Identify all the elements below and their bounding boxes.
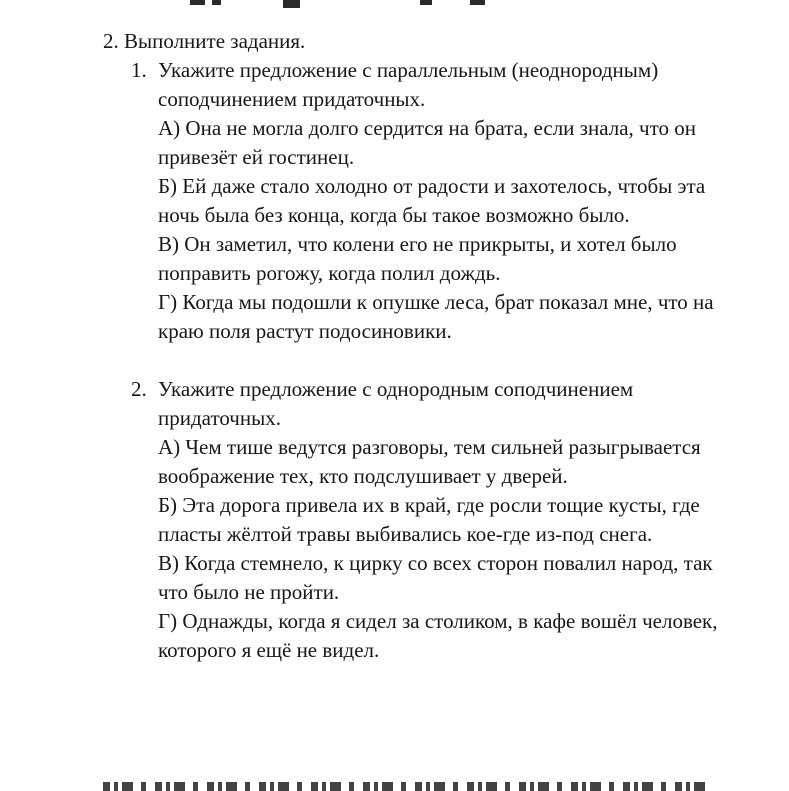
text-fragment bbox=[470, 0, 485, 5]
document-page bbox=[103, 27, 719, 665]
text-fragment bbox=[283, 0, 300, 8]
cropped-text-bottom bbox=[103, 782, 707, 791]
task-1-number: 1. bbox=[131, 58, 147, 82]
task-1 bbox=[131, 56, 719, 346]
task-1-option-g: Г) Когда мы подошли к опушке леса, брат показал мне, что на краю поля растут подосиновики. bbox=[158, 290, 714, 343]
task-1-option-v: В) Он заметил, что колени его не прикрыты, и хотел было поправить рогожу, когда полил дождь. bbox=[158, 232, 677, 285]
task-2-option-g: Г) Однажды, когда я сидел за столиком, в кафе вошёл человек, которого я ещё не видел. bbox=[158, 609, 718, 662]
task-1-prompt: Укажите предложение с параллельным (неоднородным) соподчинением придаточных. bbox=[158, 58, 659, 111]
task-2-option-b: Б) Эта дорога привела их в край, где росли тощие кусты, где пласты жёлтой травы выбивались кое-где из-под снега. bbox=[158, 493, 700, 546]
task-2-option-a: А) Чем тише ведутся разговоры, тем сильней разыгрывается воображение тех, кто подслушивает у дверей. bbox=[158, 435, 701, 488]
task-2-option-v: В) Когда стемнело, к цирку со всех сторон повалил народ, так что было не пройти. bbox=[158, 551, 713, 604]
text-fragment bbox=[190, 0, 205, 5]
text-fragment bbox=[212, 0, 221, 5]
task-1-option-a: А) Она не могла долго сердится на брата, если знала, что он привезёт ей гостинец. bbox=[158, 116, 696, 169]
task-2-number: 2. bbox=[131, 377, 147, 401]
task-2-prompt: Укажите предложение с однородным соподчинением придаточных. bbox=[158, 377, 634, 430]
task-1-option-b: Б) Ей даже стало холодно от радости и захотелось, чтобы эта ночь была без конца, когда бы такое возможно было. bbox=[158, 174, 706, 227]
text-fragment bbox=[420, 0, 432, 5]
section-heading: 2. Выполните задания. bbox=[103, 29, 306, 53]
task-2 bbox=[131, 375, 719, 665]
